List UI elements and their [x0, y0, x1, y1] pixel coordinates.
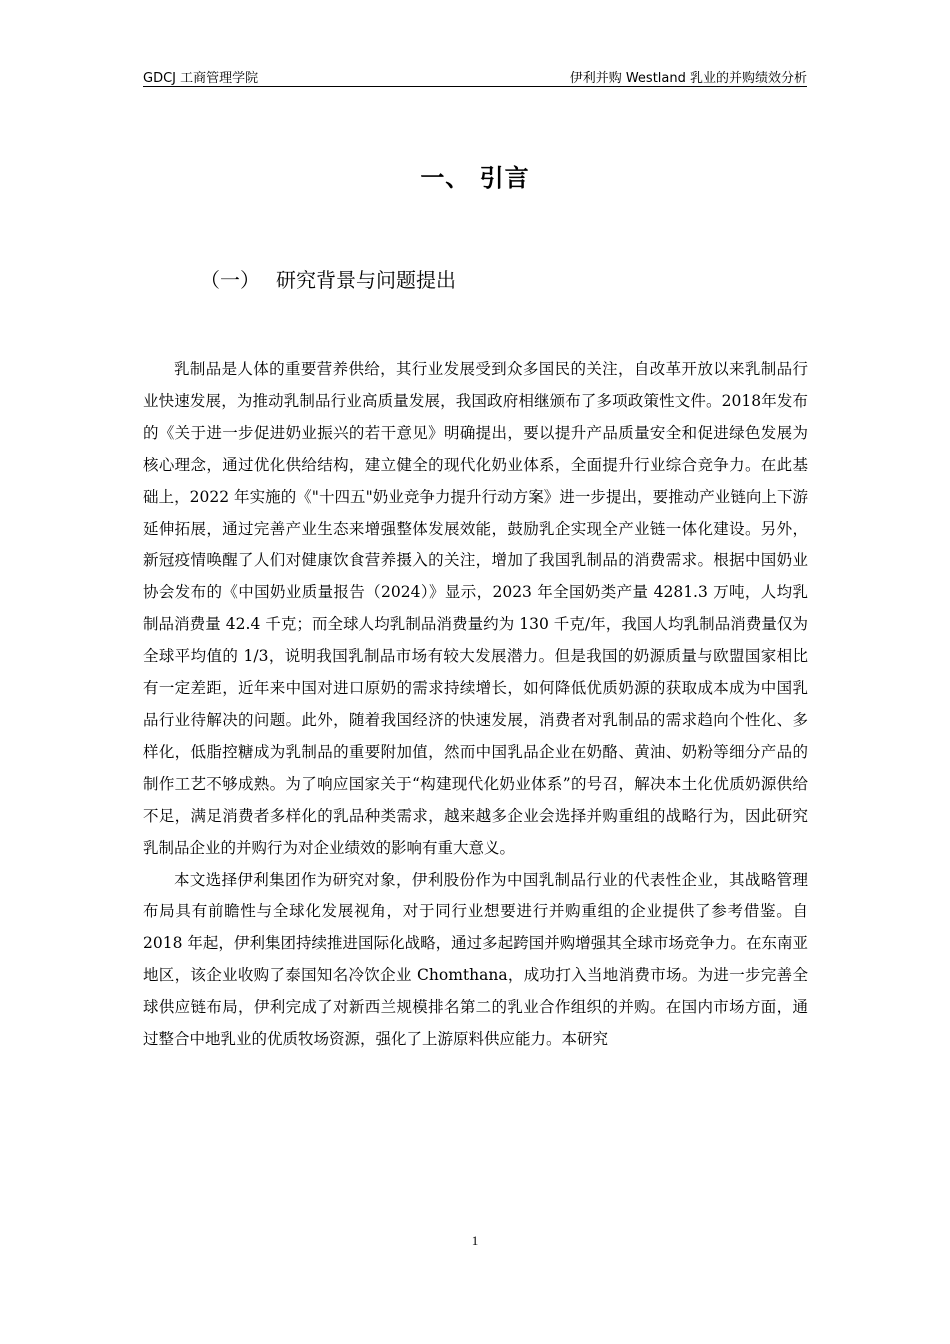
- section-title: 研究背景与问题提出: [276, 268, 456, 292]
- section-number: （一）: [200, 268, 260, 292]
- page-header: [143, 64, 807, 87]
- page-number: 1: [471, 1233, 479, 1248]
- header-right-text: 伊利并购 Westland 乳业的并购绩效分析: [569, 71, 807, 86]
- section-heading: [200, 264, 456, 293]
- chapter-title: 一、 引言: [420, 164, 530, 192]
- header-left-text: GDCJ 工商管理学院: [143, 71, 259, 86]
- paragraph: 本文选择伊利集团作为研究对象，伊利股份作为中国乳制品行业的代表性企业，其战略管理布局具有前瞻性与全球化发展视角，对于同行业想要进行并购重组的企业提供了参考借鉴。自 2018 年起，伊利集团持续推进国际化战略，通过多起跨国并购增强其全球市场竞争力。在东南亚地区，该企业收购了泰国知名冷饮企业 Chomthana，成功打入当地消费市场。为进一步完善全球供应链布局，伊利完成了对新西兰规模排名第二的乳业合作组织的并购。在国内市场方面，通过整合中地乳业的优质牧场资源，强化了上游原料供应能力。本研究: [143, 870, 808, 1049]
- paragraph: 乳制品是人体的重要营养供给，其行业发展受到众多国民的关注，自改革开放以来乳制品行业快速发展，为推动乳制品行业高质量发展，我国政府相继颁布了多项政策性文件。2018年发布的《关于进一步促进奶业振兴的若干意见》明确提出，要以提升产品质量安全和促进绿色发展为核心理念，通过优化供给结构，建立健全的现代化奶业体系，全面提升行业综合竞争力。在此基础上，2022 年实施的《"十四五"奶业竞争力提升行动方案》进一步提出，要推动产业链向上下游延伸拓展，通过完善产业生态来增强整体发展效能，鼓励乳企实现全产业链一体化建设。另外，新冠疫情唤醒了人们对健康饮食营养摄入的关注，增加了我国乳制品的消费需求。根据中国奶业协会发布的《中国奶业质量报告（2024）》显示，2023 年全国奶类产量 4281.3 万吨，人均乳制品消费量 42.4 千克；而全球人均乳制品消费量约为 130 千克/年，我国人均乳制品消费量仅为全球平均值的 1/3，说明我国乳制品市场有较大发展潜力。但是我国的奶源质量与欧盟国家相比有一定差距，近年来中国对进口原奶的需求持续增长，如何降低优质奶源的获取成本成为中国乳品行业待解决的问题。此外，随着我国经济的快速发展，消费者对乳制品的需求趋向个性化、多样化，低脂控糖成为乳制品的重要附加值，然而中国乳品企业在奶酪、黄油、奶粉等细分产品的制作工艺不够成熟。为了响应国家关于“构建现代化奶业体系”的号召，解决本土化优质奶源供给不足，满足消费者多样化的乳品种类需求，越来越多企业会选择并购重组的战略行为，因此研究乳制品企业的并购行为对企业绩效的影响有重大意义。: [143, 360, 808, 857]
- body-text: [143, 354, 808, 1056]
